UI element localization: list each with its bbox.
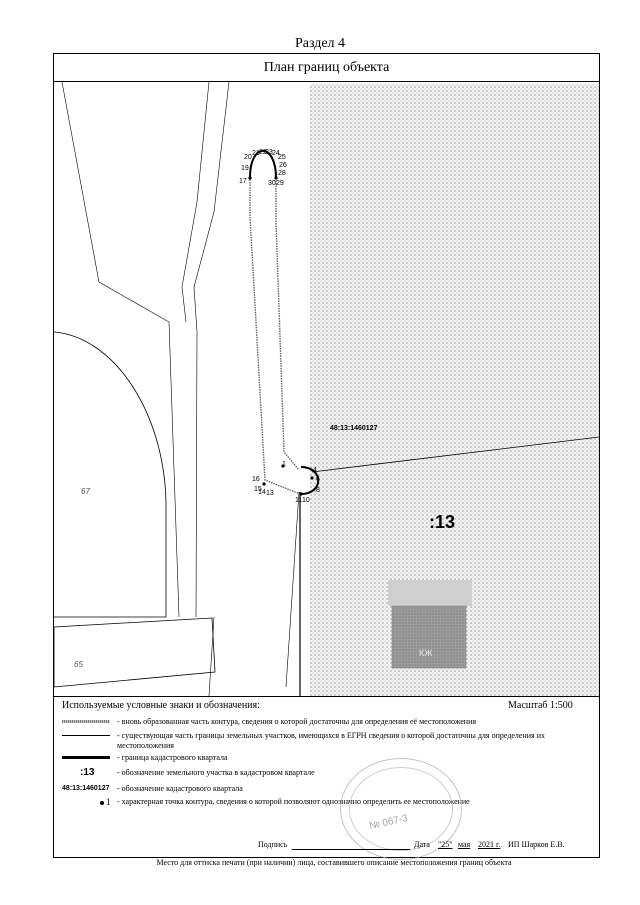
point-label: 30 [268, 180, 276, 187]
point-label: 26 [279, 162, 287, 169]
new-contour-symbol [62, 720, 110, 723]
point-label: 11 [295, 497, 303, 504]
point-dot-icon [100, 801, 104, 805]
new-contour [250, 177, 300, 494]
stamp-inner-ring [349, 767, 453, 851]
point-label: 10 [302, 497, 310, 504]
date-month: мая [458, 840, 471, 849]
building [392, 606, 466, 668]
legend-text: - существующая часть границы земельных участков, имеющихся в ЕГРН сведения о которой достаточны для определения их местоположения [117, 731, 545, 750]
legend-divider [54, 696, 599, 697]
boundary-map [54, 82, 599, 696]
point-label: 23 [265, 149, 273, 156]
point-symbol-number: 1 [106, 797, 111, 807]
point-label: 14 [258, 489, 266, 496]
stamp-caption: Место для оттиска печати (при наличии) лица, составившего описание местоположения границ объекта [156, 858, 512, 867]
legend-item [62, 753, 602, 763]
point-label: 4 [313, 467, 317, 474]
road-line-3 [194, 82, 229, 617]
legend-item [62, 784, 602, 794]
point-label: 24 [272, 150, 280, 157]
point-symbol [100, 797, 111, 807]
parcel-symbol: :13 [80, 767, 95, 778]
parcel-67-boundary [54, 332, 166, 617]
point-label: 17 [239, 178, 247, 185]
road-line-4 [209, 617, 214, 696]
quarter-boundary-symbol [62, 756, 110, 759]
legend-text: - обозначение кадастрового квартала [117, 784, 243, 793]
map-drawing [54, 82, 599, 696]
stamp-number: № 067-3 [368, 813, 409, 832]
road-line-2 [182, 82, 209, 322]
point-label: 20 [244, 154, 252, 161]
road-line-5 [286, 492, 299, 687]
point-label: 6 [316, 476, 320, 483]
building-label: КЖ [419, 648, 433, 658]
boundary-points [248, 176, 313, 495]
point-label: 19 [241, 165, 249, 172]
legend-heading: Используемые условные знаки и обозначения: [62, 700, 260, 711]
parcel-65-boundary [54, 618, 215, 687]
section-title: Раздел 4 [294, 36, 346, 51]
existing-boundary-symbol [62, 735, 110, 736]
point-label: 15 [254, 486, 262, 493]
quarter-symbol: 48:13:1460127 [62, 785, 110, 792]
road-line-1 [62, 82, 179, 617]
legend-item [62, 731, 602, 751]
legend-text: - вновь образованная часть контура, сведения о которой достаточны для определения её местоположения [117, 717, 477, 726]
point-label: 22 [259, 149, 267, 156]
neighbor-label-65: 65 [74, 660, 83, 669]
legend-item [62, 797, 602, 807]
signer-name: ИП Шарков Е.В. [508, 840, 565, 849]
neighbor-label-67: 67 [81, 487, 90, 496]
legend-text: - граница кадастрового квартала [117, 753, 228, 762]
point-label: 8 [316, 487, 320, 494]
point-label: 21 [252, 150, 260, 157]
legend-text: - характерная точка контура, сведения о которой позволяют однозначно определить ее местоположение [117, 797, 470, 806]
point-label: 16 [252, 476, 260, 483]
quarter-label: 48:13:1460127 [330, 425, 378, 432]
plan-title: План границ объекта [54, 54, 599, 82]
point-label: 1 [282, 461, 286, 468]
signature-label: Подпись [258, 840, 288, 849]
legend-text: - обозначение земельного участка в кадастровом квартале [117, 768, 315, 777]
date-year: 2021 г. [478, 840, 501, 849]
legend-item [62, 768, 602, 780]
point-label: 25 [278, 154, 286, 161]
parcel-label: :13 [429, 512, 456, 532]
point-label: 13 [266, 490, 274, 497]
signature-line [292, 849, 410, 850]
legend-item [62, 717, 602, 727]
building-upper [388, 580, 472, 606]
point-label: 28 [278, 170, 286, 177]
date-label: Дата [414, 840, 430, 849]
scale-label: Масштаб 1:500 [508, 700, 573, 711]
point-label: 29 [276, 180, 284, 187]
date-day: "25" [438, 840, 453, 849]
